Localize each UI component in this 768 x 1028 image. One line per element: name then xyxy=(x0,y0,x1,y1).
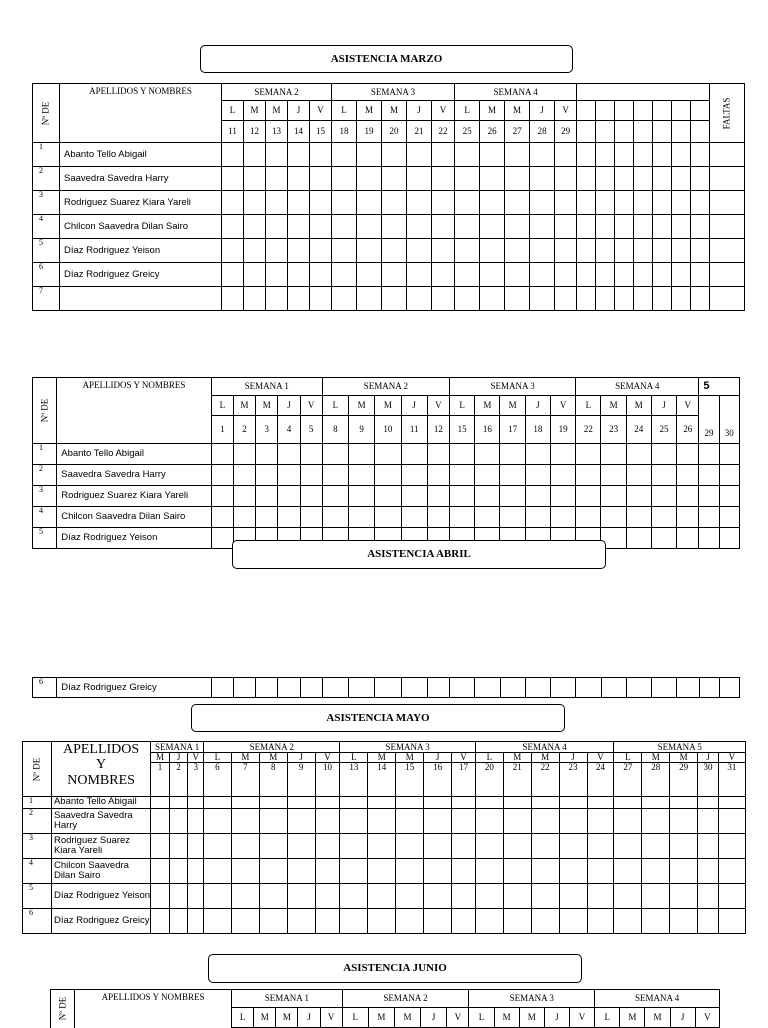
row-number: 4 xyxy=(23,859,52,884)
date-cell: 29 xyxy=(555,121,577,143)
day-cell: M xyxy=(368,753,396,763)
week-header: SEMANA 3 xyxy=(332,84,455,101)
table-row xyxy=(33,191,745,215)
date-cell: 13 xyxy=(340,763,368,797)
row-number: 6 xyxy=(33,263,60,287)
week-header: SEMANA 3 xyxy=(450,378,576,396)
day-cell: V xyxy=(677,396,699,416)
day-cell: L xyxy=(340,753,368,763)
day-cell: M xyxy=(620,1008,645,1028)
day-cell: L xyxy=(332,101,357,121)
day-cell: M xyxy=(394,1008,420,1028)
names-header-line: NOMBRES xyxy=(67,772,135,788)
nro-header: Nº DE xyxy=(23,742,52,797)
date-cell: 14 xyxy=(288,121,310,143)
date-cell: 11 xyxy=(401,416,427,444)
day-cell: J xyxy=(559,753,587,763)
day-cell: M xyxy=(670,753,698,763)
date-cell: 2 xyxy=(233,416,255,444)
date-cell: 15 xyxy=(396,763,424,797)
student-name: Saavedra Savedra Harry xyxy=(51,809,150,834)
day-cell: V xyxy=(427,396,449,416)
day-cell: L xyxy=(595,1008,620,1028)
day-cell: L xyxy=(222,101,244,121)
date-cell: 21 xyxy=(407,121,432,143)
day-cell: V xyxy=(188,753,204,763)
day-cell: M xyxy=(357,101,382,121)
student-name: Abanto Tello Abigail xyxy=(60,143,222,167)
day-cell: J xyxy=(670,1008,695,1028)
row-number: 2 xyxy=(23,809,52,834)
day-cell: M xyxy=(626,396,651,416)
names-header: APELLIDOS Y NOMBRES xyxy=(57,378,212,444)
date-cell: 22 xyxy=(432,121,455,143)
faltas-header: FALTAS xyxy=(710,84,745,143)
table-row xyxy=(33,215,745,239)
table-row xyxy=(23,797,746,809)
row-number: 3 xyxy=(33,191,60,215)
day-cell: M xyxy=(259,753,287,763)
date-cell: 11 xyxy=(222,121,244,143)
day-cell: L xyxy=(475,753,503,763)
table-row xyxy=(23,809,746,834)
table-row xyxy=(23,859,746,884)
week-header: SEMANA 5 xyxy=(614,742,746,753)
week-header: SEMANA 3 xyxy=(469,990,595,1008)
week-header: SEMANA 2 xyxy=(342,990,469,1008)
student-name: Díaz Rodriguez Greicy xyxy=(57,678,212,698)
day-cell: V xyxy=(555,101,577,121)
day-cell: V xyxy=(320,1008,342,1028)
date-cell: 1 xyxy=(211,416,233,444)
junio-title: ASISTENCIA JUNIO xyxy=(208,954,582,983)
day-cell: M xyxy=(349,396,375,416)
date-cell: 30 xyxy=(698,763,719,797)
table-row xyxy=(33,444,740,465)
date-cell: 10 xyxy=(315,763,340,797)
date-cell: 25 xyxy=(455,121,480,143)
day-cell: M xyxy=(244,101,266,121)
student-name: Díaz Rodriguez Yeison xyxy=(57,528,212,549)
row-number: 6 xyxy=(33,678,57,698)
day-cell: M xyxy=(475,396,500,416)
table-row xyxy=(33,678,740,698)
day-cell: M xyxy=(531,753,559,763)
day-cell: V xyxy=(569,1008,594,1028)
date-cell: 8 xyxy=(259,763,287,797)
nro-header: Nº DE xyxy=(33,378,57,444)
date-cell: 27 xyxy=(614,763,642,797)
abril-continuation-table xyxy=(32,677,740,698)
date-cell: 28 xyxy=(642,763,670,797)
student-name xyxy=(60,287,222,311)
row-number: 1 xyxy=(23,797,52,809)
date-cell: 14 xyxy=(368,763,396,797)
row-number: 5 xyxy=(23,884,52,909)
date-cell: 1 xyxy=(151,763,170,797)
day-cell: L xyxy=(450,396,475,416)
student-name: Díaz Rodriguez Greicy xyxy=(51,909,150,934)
student-name: Rodriguez Suarez Kiara Yareli xyxy=(51,834,150,859)
day-cell: V xyxy=(550,396,575,416)
student-name: Abanto Tello Abigail xyxy=(57,444,212,465)
names-header: APELLIDOS Y NOMBRES xyxy=(60,84,222,143)
mayo-title: ASISTENCIA MAYO xyxy=(191,704,565,732)
date-cell: 23 xyxy=(559,763,587,797)
day-cell: M xyxy=(368,1008,394,1028)
row-number: 6 xyxy=(23,909,52,934)
marzo-title: ASISTENCIA MARZO xyxy=(200,45,573,73)
date-cell: 13 xyxy=(266,121,288,143)
row-number: 2 xyxy=(33,167,60,191)
week-header: SEMANA 2 xyxy=(322,378,449,396)
day-cell: V xyxy=(695,1008,719,1028)
row-number: 5 xyxy=(33,239,60,263)
day-cell: M xyxy=(480,101,505,121)
nro-header: Nº DE xyxy=(33,84,60,143)
date-cell: 7 xyxy=(231,763,259,797)
date-cell: 29 xyxy=(699,396,719,444)
day-cell: L xyxy=(455,101,480,121)
student-name: Díaz Rodriguez Greicy xyxy=(60,263,222,287)
abril-title: ASISTENCIA ABRIL xyxy=(232,540,606,569)
student-name: Chilcon Saavedra Dilan Sairo xyxy=(51,859,150,884)
day-cell: L xyxy=(614,753,642,763)
student-name: Rodriguez Suarez Kiara Yareli xyxy=(57,486,212,507)
day-cell: V xyxy=(315,753,340,763)
date-cell: 17 xyxy=(500,416,525,444)
week-header: SEMANA 3 xyxy=(340,742,475,753)
day-cell: J xyxy=(288,101,310,121)
student-name: Saavedra Savedra Harry xyxy=(60,167,222,191)
row-number: 3 xyxy=(33,486,57,507)
date-cell: 16 xyxy=(475,416,500,444)
date-cell: 24 xyxy=(626,416,651,444)
mayo-attendance-table xyxy=(22,741,746,934)
day-cell: J xyxy=(698,753,719,763)
day-cell: V xyxy=(587,753,614,763)
date-cell: 26 xyxy=(480,121,505,143)
day-cell: L xyxy=(211,396,233,416)
day-cell: L xyxy=(342,1008,368,1028)
table-row xyxy=(33,263,745,287)
day-cell: J xyxy=(278,396,300,416)
day-cell: V xyxy=(452,753,476,763)
row-number: 1 xyxy=(33,444,57,465)
date-cell: 20 xyxy=(475,763,503,797)
row-number: 5 xyxy=(33,528,57,549)
day-cell: M xyxy=(276,1008,298,1028)
day-cell: M xyxy=(601,396,626,416)
day-cell: J xyxy=(287,753,315,763)
week-header: SEMANA 2 xyxy=(222,84,332,101)
row-number: 3 xyxy=(23,834,52,859)
week-header: SEMANA 2 xyxy=(203,742,339,753)
date-cell: 2 xyxy=(169,763,188,797)
date-cell: 31 xyxy=(718,763,745,797)
student-name: Chilcon Saavedra Dilan Sairo xyxy=(57,507,212,528)
empty-cell xyxy=(577,84,710,101)
student-name: Díaz Rodriguez Yeison xyxy=(51,884,150,909)
names-header: APELLIDOS Y NOMBRES xyxy=(75,990,232,1028)
day-cell: J xyxy=(421,1008,447,1028)
date-cell: 20 xyxy=(382,121,407,143)
day-cell: M xyxy=(231,753,259,763)
day-cell: J xyxy=(298,1008,320,1028)
day-cell: J xyxy=(544,1008,569,1028)
names-header-line: Y xyxy=(96,757,107,773)
date-cell: 15 xyxy=(310,121,332,143)
student-name: Abanto Tello Abigail xyxy=(51,797,150,809)
table-row xyxy=(23,834,746,859)
week-header: 5 xyxy=(699,378,740,396)
day-cell: V xyxy=(300,396,322,416)
day-cell: M xyxy=(494,1008,519,1028)
day-cell: L xyxy=(203,753,231,763)
date-cell: 15 xyxy=(450,416,475,444)
student-name: Rodriguez Suarez Kiara Yareli xyxy=(60,191,222,215)
table-row xyxy=(33,239,745,263)
date-cell: 18 xyxy=(525,416,550,444)
date-cell: 19 xyxy=(550,416,575,444)
date-cell: 5 xyxy=(300,416,322,444)
day-cell: M xyxy=(233,396,255,416)
student-name: Chilcon Saavedra Dilan Sairo xyxy=(60,215,222,239)
row-number: 7 xyxy=(33,287,60,311)
week-header: SEMANA 4 xyxy=(576,378,699,396)
names-header xyxy=(51,742,150,797)
table-row xyxy=(33,486,740,507)
day-cell: M xyxy=(645,1008,670,1028)
row-number: 2 xyxy=(33,465,57,486)
date-cell: 29 xyxy=(670,763,698,797)
date-cell: 16 xyxy=(424,763,452,797)
date-cell: 10 xyxy=(375,416,401,444)
date-cell: 3 xyxy=(188,763,204,797)
date-cell: 25 xyxy=(651,416,676,444)
day-cell: M xyxy=(503,753,531,763)
day-cell: M xyxy=(266,101,288,121)
date-cell: 22 xyxy=(531,763,559,797)
week-header: SEMANA 4 xyxy=(455,84,577,101)
junio-attendance-table xyxy=(50,989,720,1028)
table-row xyxy=(23,884,746,909)
nro-header: Nº DE xyxy=(51,990,75,1028)
date-cell: 12 xyxy=(427,416,449,444)
day-cell: M xyxy=(256,396,278,416)
row-number: 4 xyxy=(33,507,57,528)
date-cell: 18 xyxy=(332,121,357,143)
date-cell: 23 xyxy=(601,416,626,444)
names-header-line: APELLIDOS xyxy=(62,742,140,757)
day-cell: M xyxy=(151,753,170,763)
day-cell: M xyxy=(500,396,525,416)
table-row xyxy=(23,909,746,934)
week-header: SEMANA 4 xyxy=(475,742,614,753)
date-cell: 4 xyxy=(278,416,300,444)
date-cell: 6 xyxy=(203,763,231,797)
date-cell: 24 xyxy=(587,763,614,797)
day-cell: M xyxy=(642,753,670,763)
day-cell: J xyxy=(407,101,432,121)
row-number: 4 xyxy=(33,215,60,239)
day-cell: J xyxy=(525,396,550,416)
table-row xyxy=(33,287,745,311)
date-cell: 3 xyxy=(256,416,278,444)
day-cell: V xyxy=(718,753,745,763)
day-cell: M xyxy=(396,753,424,763)
date-cell: 28 xyxy=(530,121,555,143)
day-cell: L xyxy=(576,396,601,416)
date-cell: 30 xyxy=(719,396,739,444)
day-cell: J xyxy=(169,753,188,763)
table-row xyxy=(33,465,740,486)
date-cell: 17 xyxy=(452,763,476,797)
day-cell: M xyxy=(254,1008,276,1028)
day-cell: L xyxy=(469,1008,494,1028)
day-cell: V xyxy=(447,1008,469,1028)
date-cell: 21 xyxy=(503,763,531,797)
date-cell: 22 xyxy=(576,416,601,444)
date-cell: 8 xyxy=(322,416,348,444)
date-cell: 26 xyxy=(677,416,699,444)
day-cell: M xyxy=(519,1008,544,1028)
week-header: SEMANA 4 xyxy=(595,990,720,1008)
table-row xyxy=(33,143,745,167)
day-cell: J xyxy=(401,396,427,416)
week-header: SEMANA 1 xyxy=(211,378,322,396)
abril-attendance-table xyxy=(32,377,740,549)
day-cell: V xyxy=(432,101,455,121)
week-header: SEMANA 1 xyxy=(232,990,343,1008)
day-cell: J xyxy=(651,396,676,416)
date-cell: 19 xyxy=(357,121,382,143)
day-cell: J xyxy=(530,101,555,121)
day-cell: L xyxy=(232,1008,254,1028)
day-cell: M xyxy=(382,101,407,121)
date-cell: 12 xyxy=(244,121,266,143)
date-cell: 9 xyxy=(349,416,375,444)
table-row xyxy=(33,507,740,528)
date-cell: 27 xyxy=(505,121,530,143)
day-cell: V xyxy=(310,101,332,121)
student-name: Saavedra Savedra Harry xyxy=(57,465,212,486)
student-name: Díaz Rodriguez Yeison xyxy=(60,239,222,263)
week-header: SEMANA 1 xyxy=(151,742,204,753)
marzo-attendance-table xyxy=(32,83,745,311)
day-cell: M xyxy=(505,101,530,121)
date-cell: 9 xyxy=(287,763,315,797)
row-number: 1 xyxy=(33,143,60,167)
day-cell: L xyxy=(322,396,348,416)
day-cell: J xyxy=(424,753,452,763)
day-cell: M xyxy=(375,396,401,416)
table-row xyxy=(33,167,745,191)
